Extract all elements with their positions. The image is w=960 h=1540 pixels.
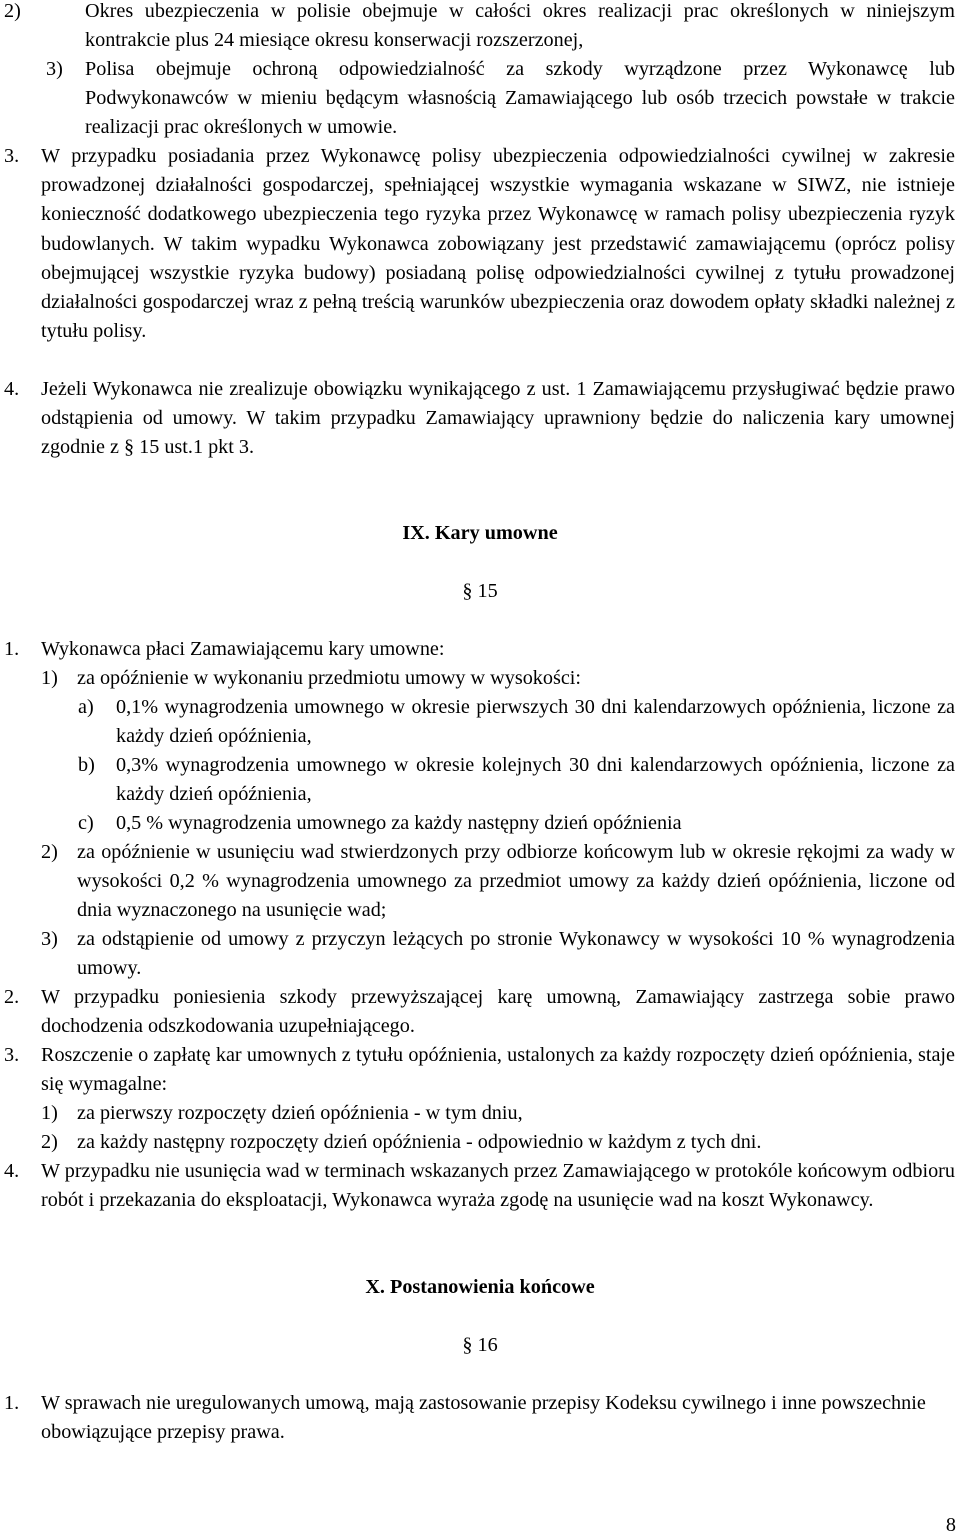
paragraph-3	[4, 142, 955, 346]
paragraph-text: Jeżeli Wykonawca nie zrealizuje obowiązku wynikającego z ust. 1 Zamawiającemu przysługiwać będzie prawo odstąpienia od umowy. W takim przypadku Zamawiający uprawniony będzie do naliczenia kary umownej zgodnie z § 15 ust.1 pkt 3.	[41, 378, 955, 459]
clause-text: W sprawach nie uregulowanych umową, mają zastosowanie przepisy Kodeksu cywilnego i inne powszechnie obowiązujące przepisy prawa.	[41, 1392, 926, 1444]
clause-9-1-1-b	[78, 751, 955, 809]
clause-number: 1.	[4, 1392, 20, 1414]
item-number: 2)	[4, 0, 21, 22]
clause-9-4	[4, 1157, 955, 1215]
clause-9-1	[4, 635, 955, 664]
clause-9-1-2	[41, 838, 955, 926]
clause-text: za każdy następny rozpoczęty dzień opóźnienia - odpowiednio w każdym z tych dni.	[77, 1131, 762, 1153]
section-16-marker: § 16	[462, 1334, 498, 1356]
clause-number: 2)	[41, 841, 58, 863]
clause-9-3	[4, 1041, 955, 1099]
clause-text: W przypadku poniesienia szkody przewyższającej karę umowną, Zamawiający zastrzega sobie prawo dochodzenia odszkodowania uzupełniającego.	[41, 986, 955, 1038]
clause-text: 0,1% wynagrodzenia umownego w okresie pierwszych 30 dni kalendarzowych opóźnienia, liczone za każdy dzień opóźnienia,	[116, 696, 955, 748]
chapter-10-title: X. Postanowienia końcowe	[365, 1276, 595, 1298]
section-15-marker: § 15	[462, 580, 498, 602]
paragraph-number: 4.	[4, 378, 20, 400]
clause-9-1-1-a	[78, 693, 955, 751]
item-text: Okres ubezpieczenia w polisie obejmuje w całości okres realizacji prac określonych w niniejszym kontrakcie plus 24 miesiące okresu konserwacji rozszerzonej,	[85, 0, 955, 52]
clause-9-1-3	[41, 925, 955, 983]
clause-text: 0,5 % wynagrodzenia umownego za każdy następny dzień opóźnienia	[116, 812, 682, 834]
item-number: 3)	[46, 58, 63, 80]
clause-9-1-1	[41, 664, 955, 693]
clause-letter: a)	[78, 696, 94, 718]
clause-text: za opóźnienie w wykonaniu przedmiotu umowy w wysokości:	[77, 667, 582, 689]
clause-letter: c)	[78, 812, 94, 834]
clause-9-3-2	[41, 1128, 955, 1157]
clause-number: 2.	[4, 986, 20, 1008]
clause-number: 2)	[41, 1131, 58, 1153]
clause-10-1	[4, 1389, 955, 1447]
clause-text: 0,3% wynagrodzenia umownego w okresie kolejnych 30 dni kalendarzowych opóźnienia, liczone za każdy dzień opóźnienia,	[116, 754, 955, 806]
clause-number: 3.	[4, 1044, 20, 1066]
item-text: Polisa obejmuje ochroną odpowiedzialność za szkody wyrządzone przez Wykonawcę lub Podwykonawców w mieniu będącym własnością Zamawiającego lub osób trzecich powstałe w trakcie realizacji prac określonych w umowie.	[85, 58, 955, 139]
clause-number: 4.	[4, 1160, 20, 1182]
paragraph-text: W przypadku posiadania przez Wykonawcę polisy ubezpieczenia odpowiedzialności cywilnej w zakresie prowadzonej działalności gospodarczej, spełniającej wszystkie wymagania wskazane w SIWZ, nie istnieje konieczność dodatkowego ubezpieczenia tego ryzyka przez Wykonawcę w ramach polisy ubezpieczenia ryzyk budowlanych. W takim wypadku Wykonawca zobowiązany jest przedstawić zamawiającemu (oprócz polisy obejmującej wszystkie ryzyka budowy) posiadaną polisę odpowiedzialności cywilnej z tytułu prowadzonej działalności gospodarczej wraz z pełną treścią warunków ubezpieczenia oraz dowodem opłaty składki należnej z tytułu polisy.	[41, 145, 955, 343]
clause-text: za opóźnienie w usunięciu wad stwierdzonych przy odbiorze końcowym lub w okresie rękojmi za wady w wysokości 0,2 % wynagrodzenia umownego za przedmiot umowy za każdy dzień opóźnienia, liczone od dnia wyznaczonego na usunięcie wad;	[77, 841, 955, 922]
paragraph-number: 3.	[4, 145, 20, 167]
clause-9-3-1	[41, 1099, 955, 1128]
clause-number: 1)	[41, 667, 58, 689]
page-number: 8	[945, 1514, 956, 1536]
paragraph-4	[4, 375, 955, 463]
clause-text: za pierwszy rozpoczęty dzień opóźnienia - w tym dniu,	[77, 1102, 523, 1124]
clause-9-1-1-c	[78, 809, 955, 838]
policy-item-2	[4, 0, 955, 55]
clause-text: W przypadku nie usunięcia wad w terminach wskazanych przez Zamawiającego w protokóle końcowym odbioru robót i przekazania do eksploatacji, Wykonawca wyraża zgodę na usunięcie wad na koszt Wykonawcy.	[41, 1160, 955, 1212]
clause-text: za odstąpienie od umowy z przyczyn leżących po stronie Wykonawcy w wysokości 10 % wynagrodzenia umowy.	[77, 928, 955, 980]
clause-number: 1)	[41, 1102, 58, 1124]
clause-text: Roszczenie o zapłatę kar umownych z tytułu opóźnienia, ustalonych za każdy rozpoczęty dzień opóźnienia, staje się wymagalne:	[41, 1044, 955, 1096]
clause-letter: b)	[78, 754, 95, 776]
clause-text: Wykonawca płaci Zamawiającemu kary umowne:	[41, 638, 445, 660]
clause-number: 1.	[4, 638, 20, 660]
chapter-9-title: IX. Kary umowne	[402, 522, 558, 544]
policy-item-3	[46, 55, 955, 143]
clause-number: 3)	[41, 928, 58, 950]
clause-9-2	[4, 983, 955, 1041]
